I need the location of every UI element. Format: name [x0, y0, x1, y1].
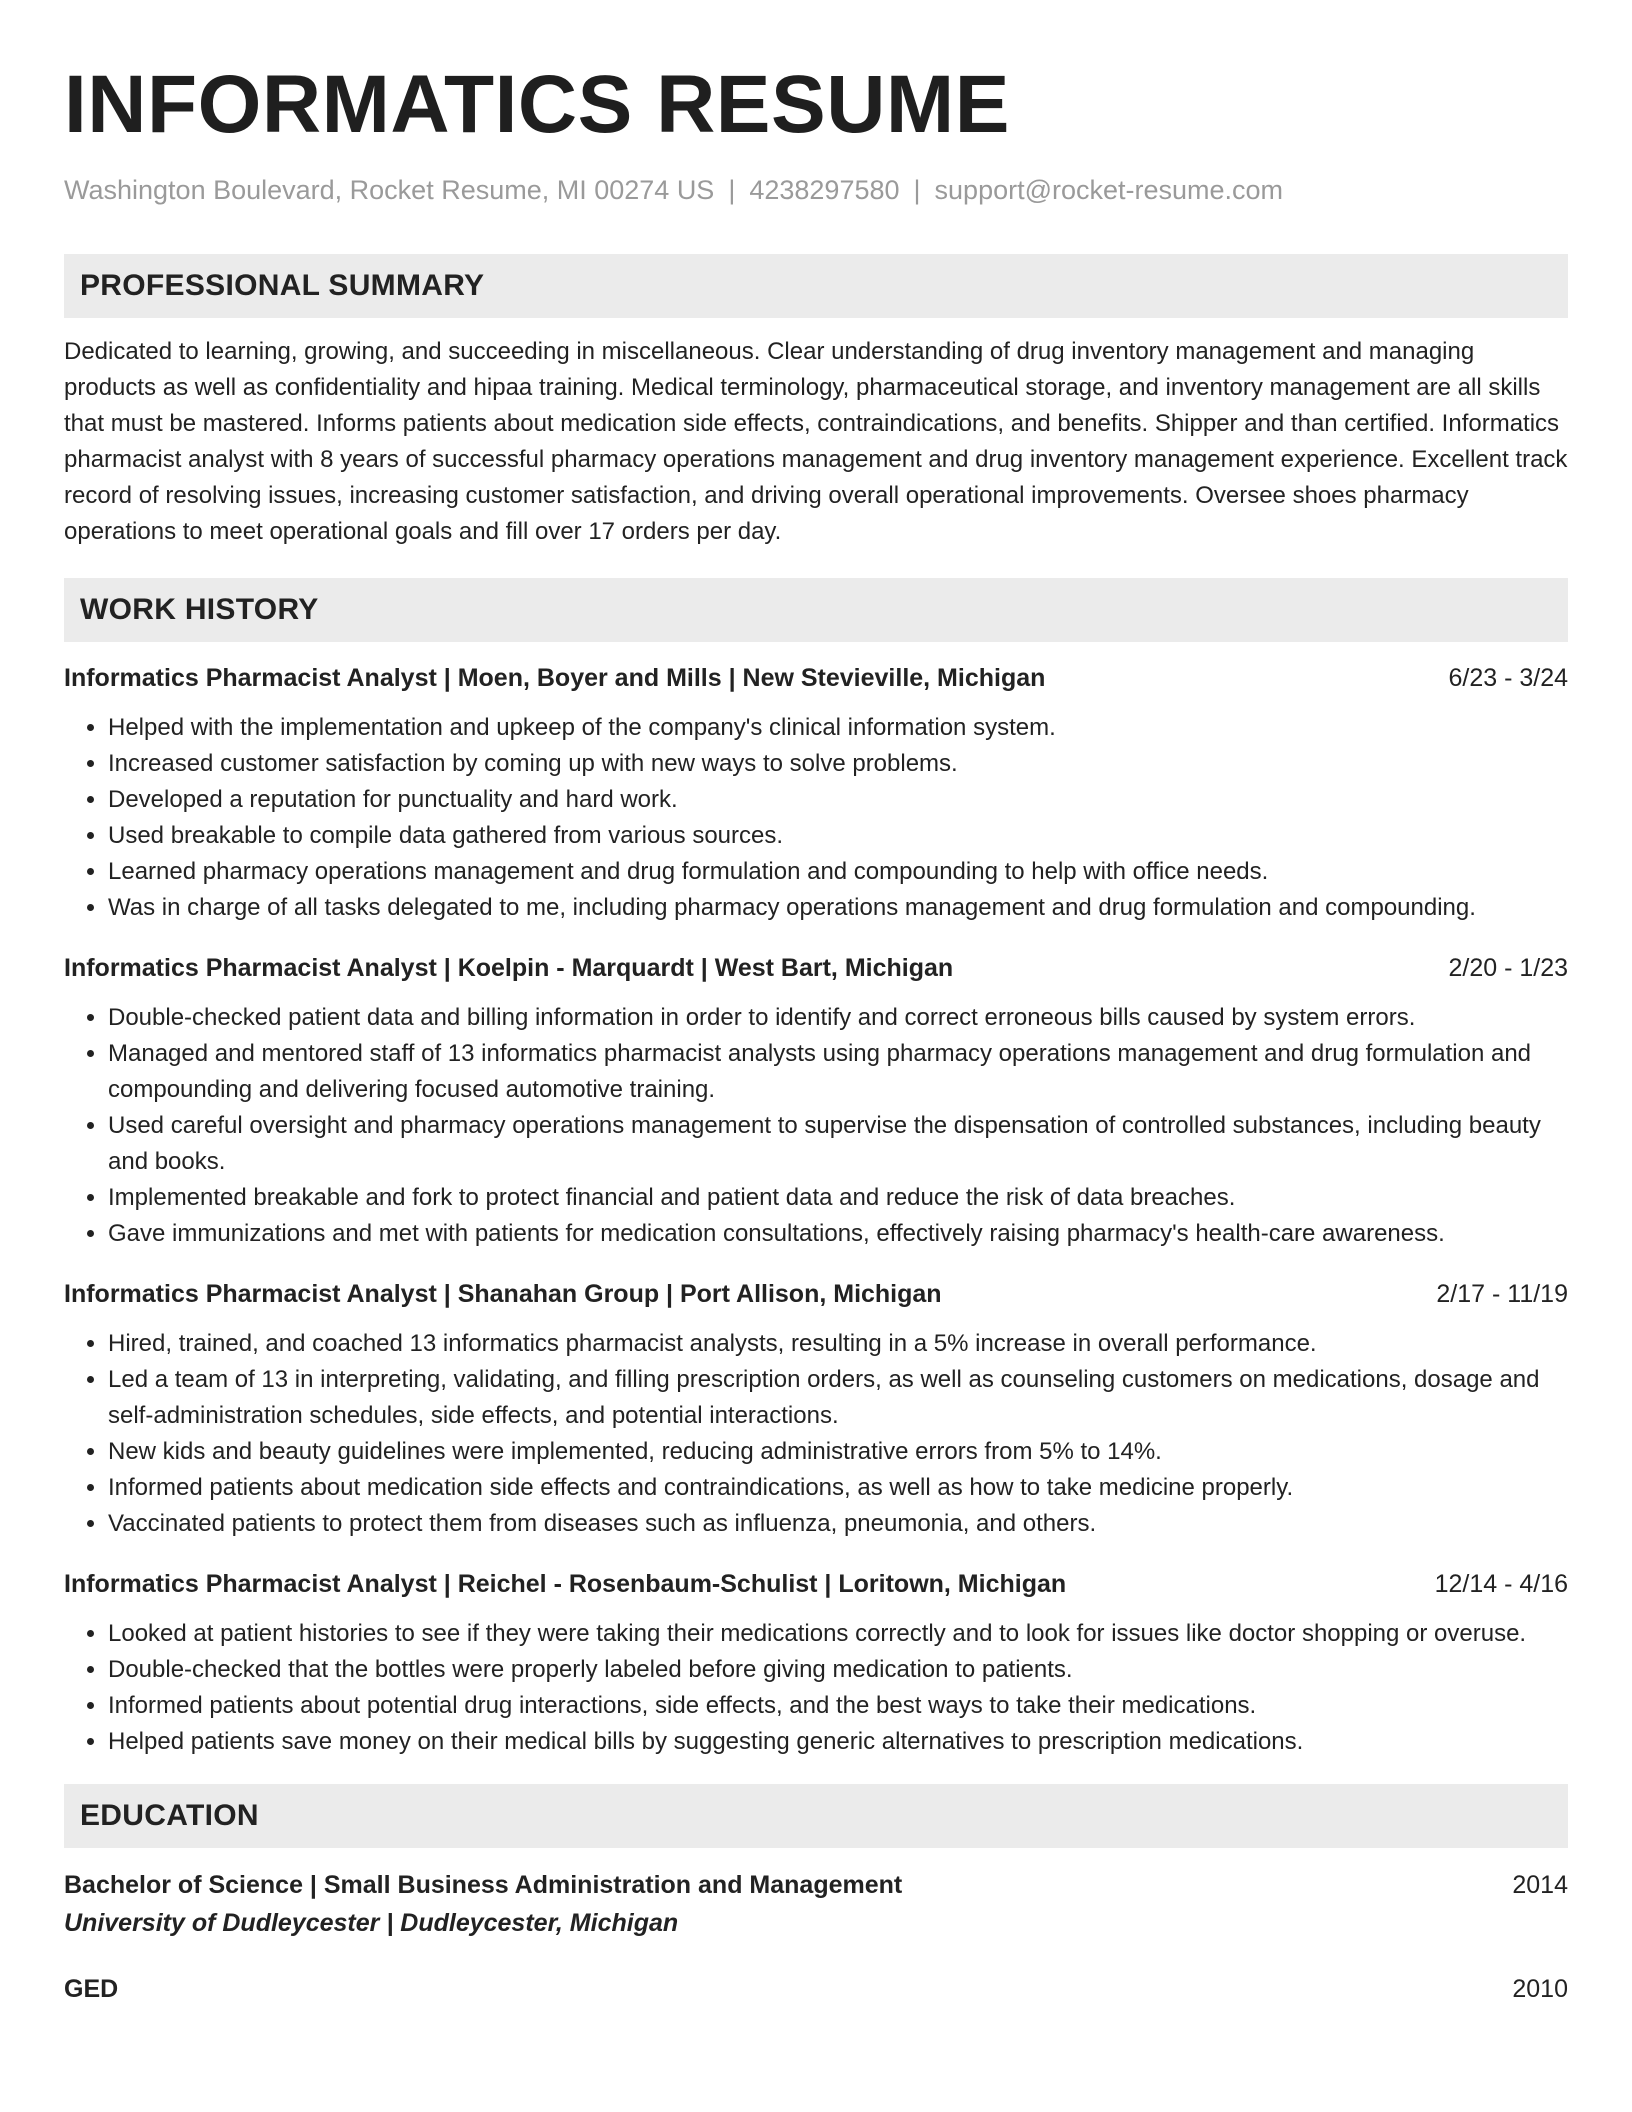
job-dates: 6/23 - 3/24: [1448, 664, 1568, 692]
job-entry: [64, 660, 1568, 926]
job-bullet: • Informed patients about medication side effects and contraindications, as well as how to take medicine properly.: [108, 1470, 1568, 1506]
job-bullet: • Led a team of 13 in interpreting, validating, and filling prescription orders, as well as counseling customers on medications, dosage and self-administration schedules, side effects, and potential interactions.: [108, 1362, 1568, 1434]
job-bullet: • Helped with the implementation and upkeep of the company's clinical information system.: [108, 710, 1568, 746]
contact-phone: 4238297580: [749, 175, 900, 205]
education-header: [64, 1970, 1568, 2008]
section-heading-education: EDUCATION: [64, 1784, 1568, 1848]
job-bullet-list: [64, 1616, 1568, 1760]
education-degree: Bachelor of Science | Small Business Administration and Management: [64, 1871, 903, 1899]
education-entry: [64, 1866, 1568, 1942]
job-header: [64, 950, 1568, 986]
job-bullet: • Used breakable to compile data gathered from various sources.: [108, 818, 1568, 854]
education-degree: GED: [64, 1975, 119, 2003]
contact-address: Washington Boulevard, Rocket Resume, MI 00274 US: [64, 175, 715, 205]
job-title: Informatics Pharmacist Analyst | Reichel - Rosenbaum-Schulist | Loritown, Michigan: [64, 1570, 1067, 1598]
job-bullet: • Was in charge of all tasks delegated to me, including pharmacy operations management and drug formulation and compounding.: [108, 890, 1568, 926]
job-bullet-list: [64, 1000, 1568, 1252]
job-entry: [64, 1276, 1568, 1542]
job-entry: [64, 1566, 1568, 1760]
job-entry: [64, 950, 1568, 1252]
job-title: Informatics Pharmacist Analyst | Shanahan Group | Port Allison, Michigan: [64, 1280, 942, 1308]
contact-separator: |: [728, 175, 736, 205]
contact-email: support@rocket-resume.com: [934, 175, 1284, 205]
contact-separator: |: [913, 175, 921, 205]
job-bullet: • Vaccinated patients to protect them from diseases such as influenza, pneumonia, and others.: [108, 1506, 1568, 1542]
job-header: [64, 660, 1568, 696]
job-bullet: • Managed and mentored staff of 13 informatics pharmacist analysts using pharmacy operations management and drug formulation and compounding and delivering focused automotive training.: [108, 1036, 1568, 1108]
job-bullet-list: [64, 1326, 1568, 1542]
summary-paragraph: Dedicated to learning, growing, and succeeding in miscellaneous. Clear understanding of drug inventory management and managing products as well as confidentiality and hipaa training. Medical terminology, pharmaceutical storage, and inventory management are all skills that must be mastered. Informs patients about medication side effects, contraindications, and benefits. Shipper and than certified. Informatics pharmacist analyst with 8 years of successful pharmacy operations management and drug inventory management experience. Excellent track record of resolving issues, increasing customer satisfaction, and driving overall operational improvements. Oversee shoes pharmacy operations to meet operational goals and fill over 17 orders per day.: [64, 338, 1568, 545]
contact-line: [64, 170, 1568, 210]
job-bullet: • Informed patients about potential drug interactions, side effects, and the best ways to take their medications.: [108, 1688, 1568, 1724]
job-dates: 2/20 - 1/23: [1448, 954, 1568, 982]
job-bullet: • Double-checked that the bottles were properly labeled before giving medication to patients.: [108, 1652, 1568, 1688]
job-header: [64, 1276, 1568, 1312]
education-school: University of Dudleycester | Dudleycester, Michigan: [64, 1909, 679, 1937]
job-bullet: • Increased customer satisfaction by coming up with new ways to solve problems.: [108, 746, 1568, 782]
job-title: Informatics Pharmacist Analyst | Moen, Boyer and Mills | New Stevieville, Michigan: [64, 664, 1046, 692]
job-bullet-list: [64, 710, 1568, 926]
job-bullet: • New kids and beauty guidelines were implemented, reducing administrative errors from 5% to 14%.: [108, 1434, 1568, 1470]
job-bullet: • Implemented breakable and fork to protect financial and patient data and reduce the risk of data breaches.: [108, 1180, 1568, 1216]
education-year: 2010: [1512, 1975, 1568, 2003]
job-bullet: • Hired, trained, and coached 13 informatics pharmacist analysts, resulting in a 5% increase in overall performance.: [108, 1326, 1568, 1362]
section-heading-work-history: WORK HISTORY: [64, 578, 1568, 642]
job-bullet: • Gave immunizations and met with patients for medication consultations, effectively raising pharmacy's health-care awareness.: [108, 1216, 1568, 1252]
job-dates: 12/14 - 4/16: [1434, 1570, 1568, 1598]
resume-title: INFORMATICS RESUME: [64, 59, 1010, 150]
job-bullet: • Developed a reputation for punctuality and hard work.: [108, 782, 1568, 818]
education-header: [64, 1866, 1568, 1904]
education-entry: [64, 1970, 1568, 2008]
job-dates: 2/17 - 11/19: [1436, 1280, 1568, 1308]
job-bullet: • Used careful oversight and pharmacy operations management to supervise the dispensation of controlled substances, including beauty and books.: [108, 1108, 1568, 1180]
job-bullet: • Looked at patient histories to see if they were taking their medications correctly and to look for issues like doctor shopping or overuse.: [108, 1616, 1568, 1652]
resume-page: [64, 0, 1568, 2008]
section-heading-summary: PROFESSIONAL SUMMARY: [64, 254, 1568, 318]
job-title: Informatics Pharmacist Analyst | Koelpin - Marquardt | West Bart, Michigan: [64, 954, 954, 982]
job-bullet: • Helped patients save money on their medical bills by suggesting generic alternatives to prescription medications.: [108, 1724, 1568, 1760]
job-header: [64, 1566, 1568, 1602]
job-bullet: • Learned pharmacy operations management and drug formulation and compounding to help with office needs.: [108, 854, 1568, 890]
education-year: 2014: [1512, 1871, 1568, 1899]
job-bullet: • Double-checked patient data and billing information in order to identify and correct erroneous bills caused by system errors.: [108, 1000, 1568, 1036]
